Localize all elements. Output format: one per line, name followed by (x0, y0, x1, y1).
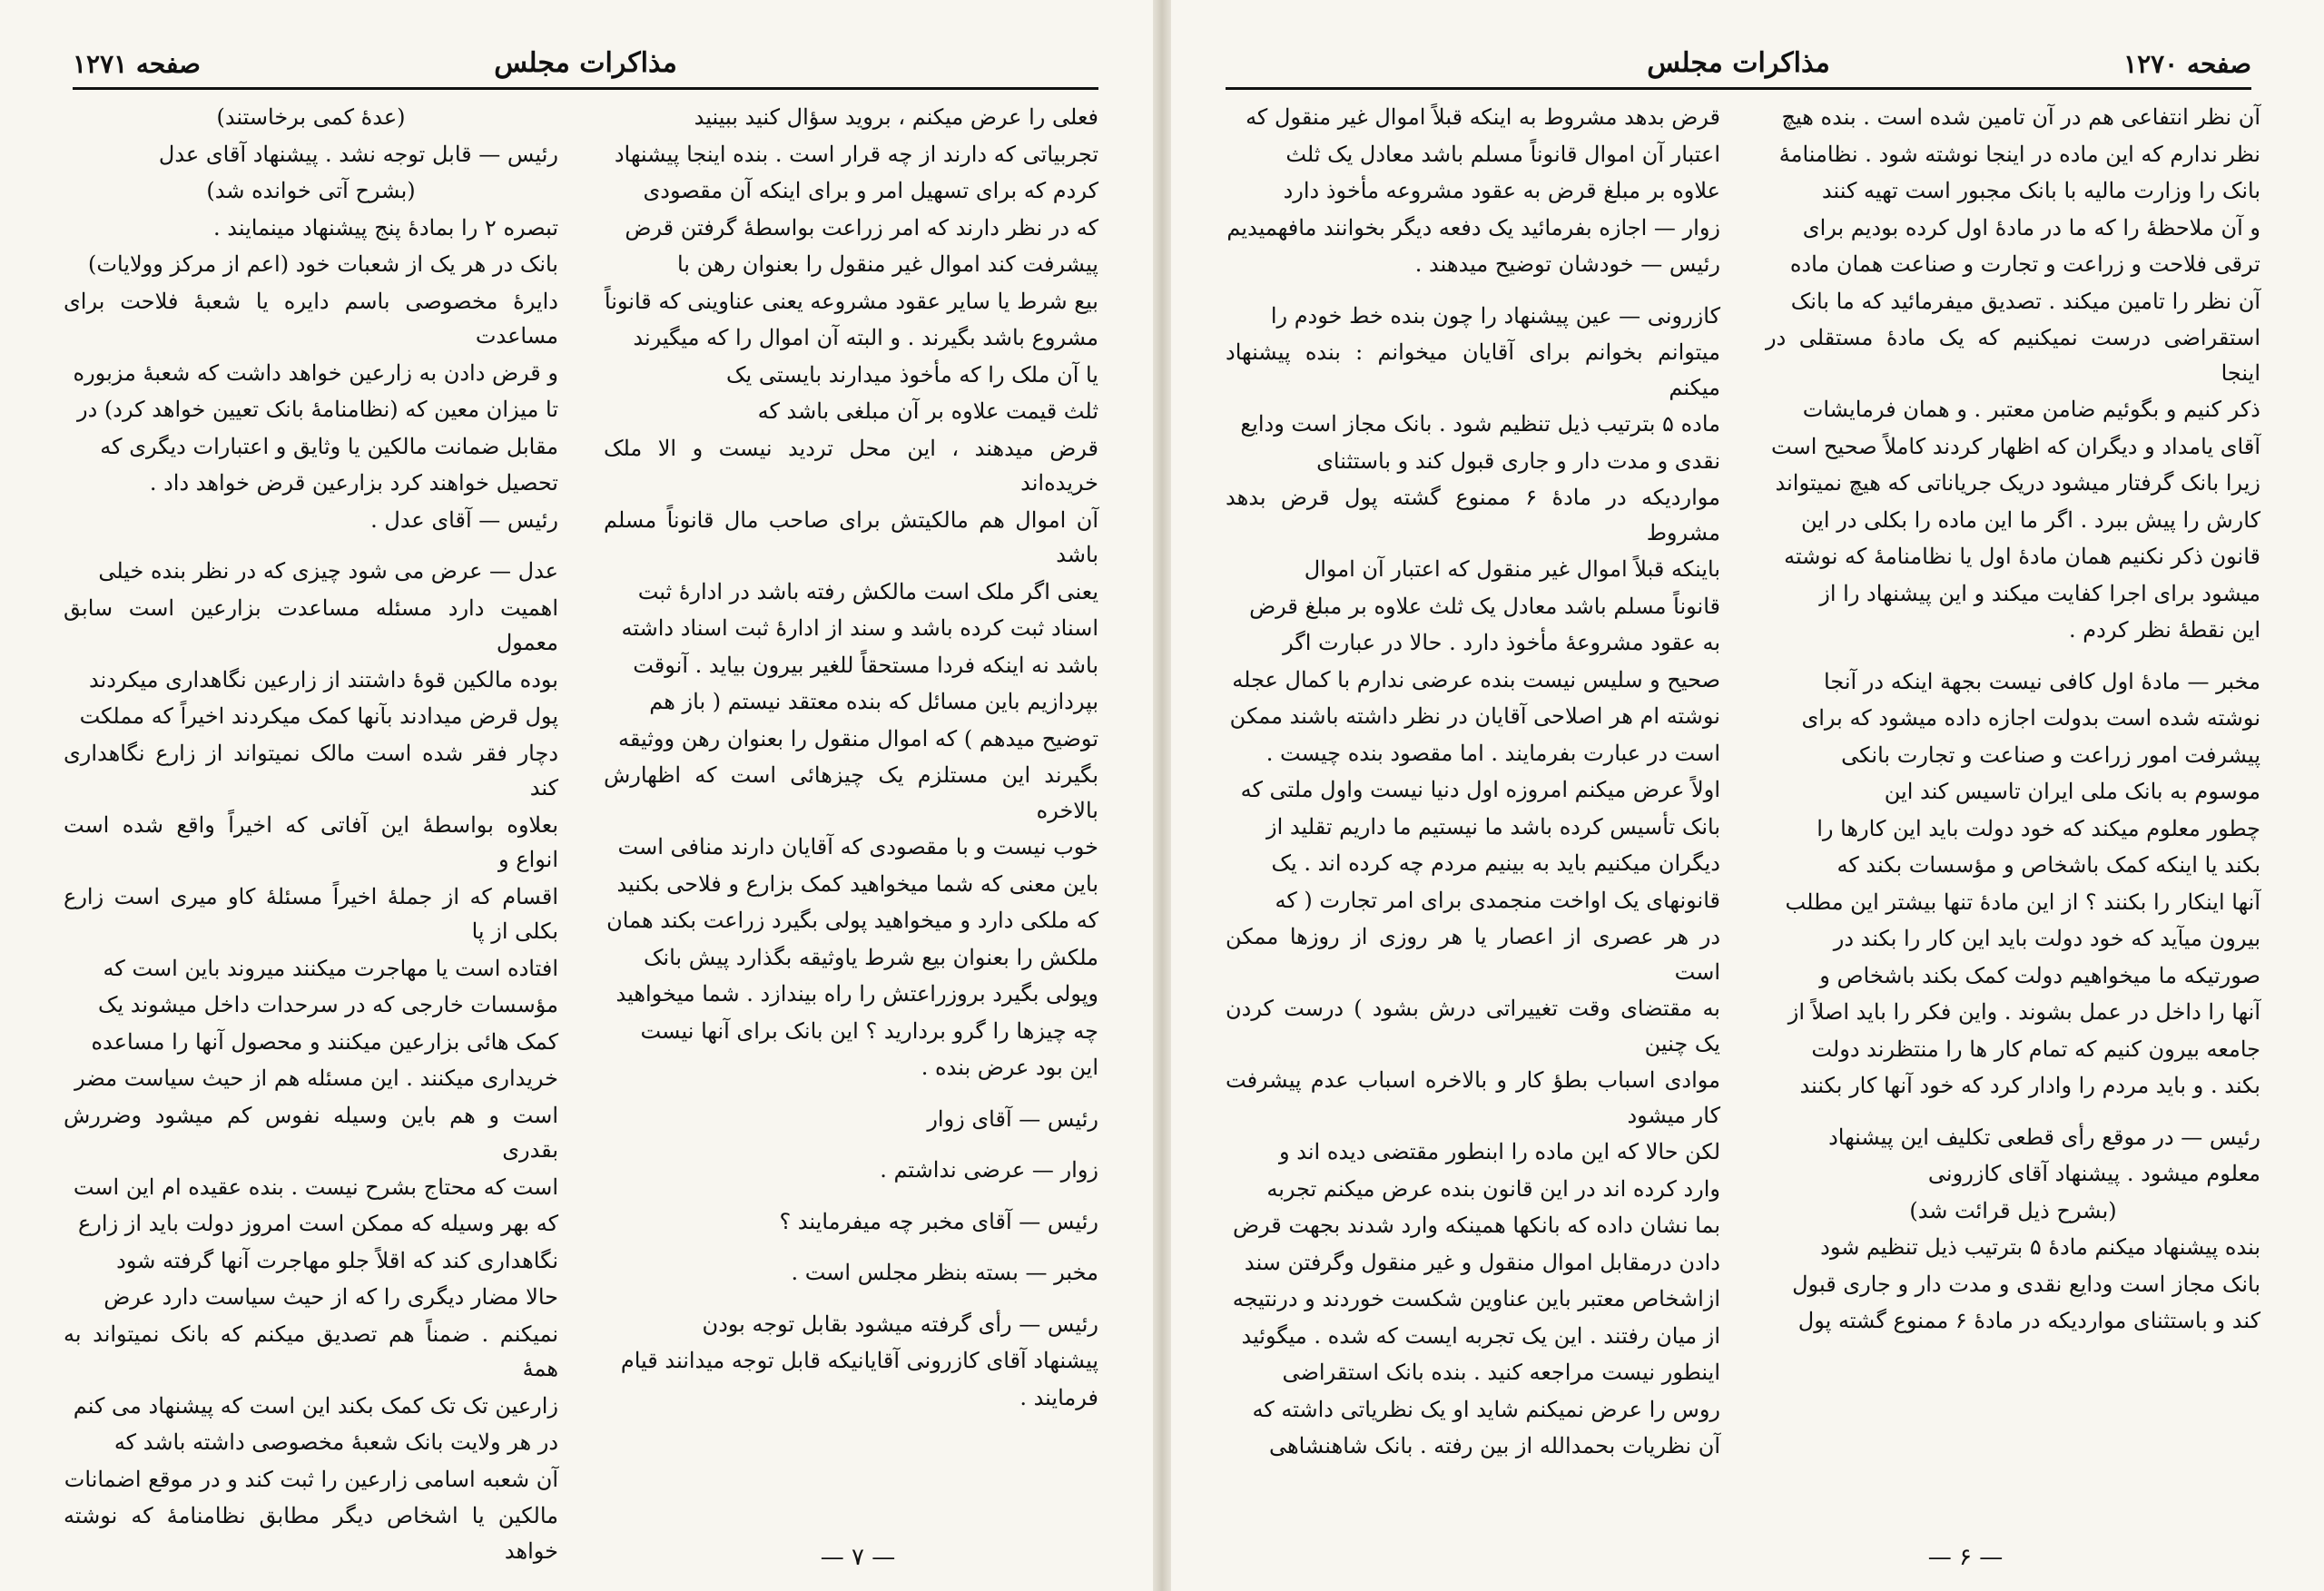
text-line: میشود برای اجرا کفایت میکند و این پیشنهاد را از (1819, 580, 2260, 606)
text-line: رئیس — رأی گرفته میشود بقابل توجه بودن (702, 1311, 1098, 1337)
text-line: قانوناً مسلم باشد معادل یک ثلث علاوه بر مبلغ قرض (1249, 593, 1720, 619)
text-line: نوشته شده است بدولت اجازه داده میشود که برای (1801, 705, 2260, 731)
text-line: و آن ملاحظهٔ را که ما در مادهٔ اول کرده بودیم برای (1802, 214, 2260, 241)
text-line: آن اموال هم مالکیتش برای صاحب مال قانوناً مسلم باشد (604, 506, 1098, 567)
text-line: خریداری میکنند . این مسئله هم از حیث سیاست مضر (74, 1066, 558, 1091)
text-line: موادی اسباب بطؤ کار و بالاخره اسباب عدم پیشرفت کار میشود (1226, 1067, 1720, 1128)
page-number-label: صفحه ۱۲۷۰ (2123, 49, 2251, 79)
text-line: پول قرض میدادند بآنها کمک میکردند اخیراً که مملکت (79, 703, 558, 729)
text-line: صحیح و سلیس نیست بنده عرضی ندارم با کمال عجله (1232, 666, 1720, 692)
text-line: زوار — عرضی نداشتم . (880, 1157, 1098, 1183)
text-line: که ملکی دارد و میخواهید پولی بگیرد زراعت بکند همان (606, 908, 1098, 933)
text-line: که در نظر دارند که امر زراعت بواسطهٔ گرفتن قرض (625, 214, 1098, 241)
text-line: کمک هائی بزارعین میکنند و محصول آنها را مساعده (91, 1028, 558, 1055)
text-line: افتاده است یا مهاجرت میکنند میروند باین است که (103, 955, 558, 981)
text-line: بپردازیم باین مسائل که بنده معتقد نیستم ( باز هم (649, 689, 1098, 714)
text-line: اسناد ثبت کرده باشد و سند از ادارهٔ ثبت اسناد داشته (621, 615, 1098, 641)
text-line: تحصیل خواهند کرد بزارعین قرض خواهد داد . (149, 470, 558, 496)
text-line: توضیح میدهم ) که اموال منقول را بعنوان رهن ووثیقه (617, 725, 1098, 751)
text-line: آنها اینکار را بکنند ؟ از این مادهٔ تنها بیشتر این مطلب (1785, 889, 2260, 915)
text-line: بیع شرط یا سایر عقود مشروعه یعنی عناوینی که قانوناً (604, 288, 1098, 314)
text-line: نگاهداری کند که اقلاً جلو مهاجرت آنها گرفته شود (116, 1247, 558, 1273)
text-line: بکند یا اینکه کمک باشخاص و مؤسسات بکند که (1837, 852, 2260, 878)
text-line: ازاشخاص معتبر باین عناوین شکست خوردند و درنتیجه (1232, 1286, 1720, 1311)
text-line: قرض میدهند ، این محل تردید نیست و الا ملک خریده‌اند (604, 435, 1098, 496)
text-line: کند و باستثنای مواردیکه در مادهٔ ۶ ممنوع گشته پول (1797, 1308, 2260, 1333)
text-line: رئیس — آقای مخبر چه میفرمایند ؟ (779, 1208, 1098, 1234)
text-line: اعتبار آن اموال قانوناً مسلم باشد معادل یک ثلث (1285, 141, 1720, 167)
text-line: لکن حالا که این ماده را ابنطور مقتضی دیده اند و (1279, 1139, 1720, 1164)
text-line: پیشرفت کند اموال غیر منقول را بعنوان رهن با (676, 251, 1098, 277)
text-line: فرمایند . (1019, 1384, 1098, 1410)
text-line: بانک تأسیس کرده باشد ما نیستیم ما داریم تقلید از (1266, 813, 1720, 840)
text-line: بانک را وزارت مالیه با بانک مجبور است تهیه کنند (1821, 178, 2260, 203)
text-line: ثلث قیمت علاوه بر آن مبلغی باشد که (757, 398, 1098, 424)
text-line: مقابل ضمانت مالکین یا وثایق و اعتبارات دیگری که (100, 433, 558, 459)
text-line: وپولی بگیرد بروزراعتش را راه بیندازد . شما میخواهید (615, 981, 1098, 1007)
text-line: دیگران میکنیم باید به بینیم مردم چه کرده اند . یک (1271, 850, 1720, 876)
text-line: زارعین تک تک کمک بکند این است که پیشنهاد می کنم (73, 1392, 558, 1419)
text-line: یا آن ملک را که مأخوذ میدارند بایستی یک (726, 361, 1098, 388)
page-header (73, 47, 1098, 90)
text-line: بما نشان داده که بانکها همینکه وارد شدند بجهت قرض (1233, 1213, 1720, 1238)
text-line: ملکش را بعنوان بیع شرط یاوثیقه بگذارد پیش بانک (643, 944, 1098, 970)
text-line: یعنی اگر ملک است مالکش رفته باشد در ادارهٔ ثبت (637, 578, 1098, 604)
text-line: تجربیاتی که دارند از چه قرار است . بنده اینجا پیشنهاد (614, 141, 1098, 167)
text-line: بعلاوه بواسطهٔ این آفاتی که اخیراً واقع شده است انواع و (64, 811, 558, 872)
text-line: باینکه قبلاً اموال غیر منقول که اعتبار آن اموال (1304, 556, 1720, 582)
text-line: رئیس — آقای عدل . (370, 506, 558, 533)
text-line: بگیرند این مستلزم یک چیزهائی است که اظهارش بالاخره (604, 762, 1098, 823)
text-line: تبصره ۲ را بمادهٔ پنج پیشنهاد مینمایند . (213, 214, 558, 241)
text-line: (بشرح آتی خوانده شد) (206, 178, 416, 203)
text-line: آن شعبه اسامی زارعین را ثبت کند و در موقع اضمانات (64, 1466, 558, 1492)
text-line: دادن درمقابل اموال منقول و غیر منقول وگرفتن سند (1244, 1249, 1720, 1275)
text-line: دچار فقر شده است مالک نمیتواند از زارع نگاهداری کند (64, 740, 558, 800)
text-line: رئیس — قابل توجه نشد . پیشنهاد آقای عدل (158, 141, 558, 167)
text-line: کردم که برای تسهیل امر و برای اینکه آن مقصودی (643, 178, 1098, 203)
text-line: آن نظر را تامین میکند . تصدیق میفرمائید که ما بانک (1790, 288, 2260, 314)
text-line: اهمیت دارد مسئله مساعدت بزارعین است سابق معمول (64, 594, 558, 655)
text-line: علاوه بر مبلغ قرض به عقود مشروعه مأخوذ دارد (1283, 178, 1720, 203)
text-line: آن نظریات بحمدالله از بین رفته . بانک شاهنشاهی (1268, 1433, 1720, 1458)
text-line: میتوانم بخوانم برای آقایان میخوانم : بنده پیشنهاد میکنم (1226, 339, 1720, 400)
text-line: خوب نیست و با مقصودی که آقایان دارند منافی است (617, 834, 1098, 859)
text-line: به عقود مشروعهٔ مأخوذ دارد . حالا در عبارت اگر (1283, 630, 1720, 655)
text-line: آن نظر انتفاعی هم در آن تامین شده است . بنده هیچ (1781, 104, 2260, 130)
page-footer-number: — ۶ — (1927, 1544, 2004, 1571)
text-line: اولاً عرض میکنم امروزه اول دنیا نیست واول ملتی که (1240, 777, 1720, 802)
text-line: قرض بدهد مشروط به اینکه قبلاً اموال غیر منقول که (1246, 104, 1720, 130)
text-line: زیرا بانک گرفتار میشود دریک جریاناتی که هیچ نمیتواند (1775, 470, 2260, 496)
text-line: به مقتضای وقت تغییراتی درش بشود ) درست کردن یک چنین (1226, 996, 1720, 1056)
header-title: مذاکرات مجلس (1647, 47, 1830, 79)
text-line: نظر ندارم که این ماده در اینجا نوشته شود . نظامنامهٔ (1778, 141, 2260, 167)
text-line: این نقطهٔ نظر کردم . (2069, 617, 2260, 643)
text-line: نقدی و مدت دار و جاری قبول کند و باستثنای (1316, 447, 1720, 474)
text-column-right (1766, 100, 2260, 1518)
text-line: جامعه بیرون کنیم که تمام کار ها را منتظرند دولت (1811, 1036, 2260, 1062)
text-line: مخبر — بسته بنظر مجلس است . (791, 1260, 1098, 1285)
page-number-label: صفحه ۱۲۷۱ (73, 49, 201, 79)
text-line: اقسام که از جملهٔ اخیراً مسئلهٔ کاو میری است زارع بکلی از پا (64, 883, 558, 944)
text-line: که بهر وسیله که ممکن است امروز دولت باید از زارع (77, 1211, 558, 1236)
text-line: روس را عرض نمیکنم شاید او یک نظریاتی داشته که (1252, 1396, 1720, 1422)
text-line: تا میزان معین که (نظامنامهٔ بانک تعیین خواهد کرد) در (76, 397, 558, 422)
text-line: باین معنی که شما میخواهید کمک بزارع و فلاحی بکنید (616, 870, 1098, 897)
text-line: معلوم میشود . پیشنهاد آقای کازرونی (1927, 1161, 2260, 1186)
text-line: ذکر کنیم و بگوئیم ضامن معتبر . و همان فرمایشات (1802, 397, 2260, 422)
text-line: پیشنهاد آقای کازرونی آقایانیکه قابل توجه میدانند قیام (620, 1348, 1098, 1373)
text-line: باشد نه اینکه فردا مستحقاً للغیر بیرون بیاید . آنوقت (633, 652, 1098, 678)
book-gutter (1153, 0, 1171, 1591)
text-line: مؤسسات خارجی که در سرحدات داخل میشوند یک (98, 992, 558, 1017)
text-line: مخبر — مادهٔ اول کافی نیست بجهة اینکه در آنجا (1824, 668, 2260, 694)
text-line: مواردیکه در مادهٔ ۶ ممنوع گشته پول قرض بدهد مشروط (1226, 485, 1720, 545)
text-line: (بشرح ذیل قرائت شد) (1909, 1197, 2117, 1223)
text-line: بانک مجاز است ودایع نقدی و مدت دار و جاری قبول (1792, 1271, 2260, 1297)
text-line: (عدهٔ کمی برخاستند) (216, 104, 406, 130)
text-line: موسوم به بانک ملی ایران تاسیس کند این (1884, 779, 2260, 804)
text-line: در هر عصری از اعصار یا هر روزی از روزها ممکن است (1226, 924, 1720, 985)
text-line: استقراضی درست نمیکنیم که یک مادهٔ مستقلی در اینجا (1766, 325, 2260, 386)
text-line: قانونهای یک اواخت منجمدی برای امر تجارت ( که (1275, 887, 1720, 913)
text-line: چطور معلوم میکند که خود دولت باید این کارها را (1817, 815, 2260, 841)
text-line: وارد کرده اند در این قانون بنده عرض میکنم تجربه (1266, 1175, 1720, 1202)
text-column-right (604, 100, 1098, 1518)
text-line: پیشرفت امور زراعت و صناعت و تجارت بانکی (1841, 741, 2260, 768)
text-line: از میان رفتند . این یک تجربه ایست که شده . میگوئید (1241, 1322, 1720, 1349)
text-line: زوار — اجازه بفرمائید یک دفعه دیگر بخوانند مافهمیدیم (1226, 214, 1720, 241)
text-line: نمیکنم . ضمناً هم تصدیق میکنم که بانک نمیتواند به همهٔ (64, 1321, 558, 1381)
text-line: است در عبارت بفرمایند . اما مقصود بنده چیست . (1265, 740, 1720, 766)
text-line: رئیس — خودشان توضیح میدهند . (1414, 251, 1720, 277)
text-line: مالکین یا اشخاص دیگر مطابق نظامنامهٔ که نوشته خواهد (64, 1503, 558, 1564)
text-line: اینطور نیست مراجعه کنید . بنده بانک استقراضی (1282, 1360, 1720, 1385)
text-line: صورتیکه ما میخواهیم دولت کمک بکند باشخاص و (1819, 962, 2260, 988)
text-line: آقای یامداد و دیگران که اظهار کردند کاملاً صحیح است (1771, 433, 2260, 459)
text-line: است که محتاج بشرح نیست . بنده عقیده ام این است (73, 1174, 558, 1200)
text-line: عدل — عرض می شود چیزی که در نظر بنده خیلی (98, 558, 558, 584)
text-line: قانون ذکر نکنیم همان مادهٔ اول یا نظامنامهٔ که نوشته (1784, 544, 2260, 569)
text-line: رئیس — آقای زوار (927, 1105, 1098, 1132)
text-line: فعلی را عرض میکنم ، بروید سؤال کنید ببینید (694, 104, 1098, 130)
text-line: کارش را پیش ببرد . اگر ما این ماده را بکلی در این (1800, 506, 2260, 533)
text-line: حالا مضار دیگری را که از حیث سیاست دارد عرض (103, 1284, 558, 1310)
header-title: مذاکرات مجلس (494, 47, 677, 79)
text-line: آنها را داخل در عمل بشوند . واین فکر را باید اصلاً از (1787, 999, 2260, 1025)
page-header (1226, 47, 2251, 90)
text-line: بیرون میآید که خود دولت باید این کار را بکند در (1833, 926, 2260, 951)
page-1271 (0, 0, 1153, 1591)
text-line: رئیس — در موقع رأی قطعی تکلیف این پیشنهاد (1828, 1124, 2260, 1150)
text-line: دایرهٔ مخصوصی باسم دایره یا شعبهٔ فلاحت برای مساعدت (64, 288, 558, 349)
text-column-left (1226, 100, 1720, 1518)
text-line: نوشته ام هر اصلاحی آقایان در نظر داشته باشند ممکن (1229, 703, 1720, 729)
text-line: این بود عرض بنده . (921, 1055, 1098, 1080)
text-line: بانک در هر یک از شعبات خود (اعم از مرکز وولایات) (88, 251, 558, 277)
page-footer-number: — ۷ — (820, 1544, 896, 1571)
text-line: بنده پیشنهاد میکنم مادهٔ ۵ بترتیب ذیل تنظیم شود (1820, 1234, 2260, 1260)
text-line: کازرونی — عین پیشنهاد را چون بنده خط خودم را (1270, 302, 1720, 329)
page-1270 (1171, 0, 2324, 1591)
text-line: مشروع باشد بگیرند . و البته آن اموال را که میگیرند (633, 325, 1098, 350)
text-line: ماده ۵ بترتیب ذیل تنظیم شود . بانک مجاز است ودایع (1240, 411, 1720, 437)
text-line: بکند . و باید مردم را وادار کرد که خود آنها کار بکنند (1799, 1073, 2260, 1098)
text-column-left (64, 100, 558, 1564)
text-line: ترقی فلاحت و زراعت و تجارت و صناعت همان ماده (1789, 251, 2260, 277)
text-line: و قرض دادن به زارعین خواهد داشت که شعبهٔ مزبوره (73, 359, 558, 386)
text-line: بوده مالکین قوهٔ داشتند از زارعین نگاهداری میکردند (88, 666, 558, 692)
text-line: است و هم باین وسیله نفوس کم میشود وضررش بقدری (64, 1102, 558, 1163)
text-line: در هر ولایت بانک شعبهٔ مخصوصی داشته باشد که (113, 1429, 558, 1455)
text-line: چه چیزها را گرو بردارید ؟ این بانک برای آنها نیست (640, 1017, 1098, 1044)
